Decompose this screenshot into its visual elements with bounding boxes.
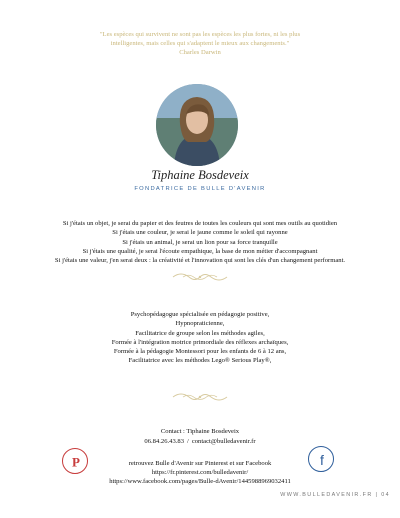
quote-line-2: intelligentes, mais celles qui s'adaptent le mieux aux changements." [110, 40, 290, 47]
quote-author: Charles Darwin [179, 49, 221, 56]
social-intro: retrouvez Bulle d'Avenir sur Pinterest et sur Facebook [128, 460, 272, 467]
qualification-item: Facilitatrice de groupe selon les méthodes agiles, [135, 329, 265, 337]
about-line: Si j'étais un animal, je serai un lion pour sa force tranquille [122, 238, 278, 246]
ornament-divider-icon [171, 270, 229, 284]
facebook-letter: f [320, 452, 324, 468]
about-line: Si j'étais une valeur, j'en serai deux : la créativité et l'innovation qui sont les clés d'un changement performant. [54, 257, 346, 265]
qualifications-list [0, 310, 400, 366]
qualification-item: Formée à l'intégration motrice primordiale des réflexes archaïques, [111, 338, 289, 346]
profile-photo [156, 84, 238, 166]
darwin-quote [20, 30, 380, 57]
pinterest-link[interactable]: https://fr.pinterest.com/bulledavenir/ [151, 469, 249, 477]
about-line: Si j'étais un objet, je serai du papier et des feutres de toutes les couleurs qui sont mes outils au quotidien [62, 220, 338, 227]
qualification-item: Psychopédagogue spécialisée en pédagogie positive, [130, 311, 270, 318]
facebook-link[interactable]: https://www.facebook.com/pages/Bulle-dAvenir/1445988969032411 [109, 478, 291, 486]
contact-email[interactable]: contact@bulledavenir.fr [191, 438, 256, 445]
about-line: Si j'étais une couleur, je serai le jaune comme le soleil qui rayonne [112, 229, 288, 237]
qualification-item: Formée à la pédagogie Montessori pour les enfants de 6 à 12 ans, [113, 348, 287, 356]
about-paragraph [0, 219, 400, 265]
facebook-icon[interactable] [308, 446, 334, 472]
pinterest-letter: P [72, 454, 80, 470]
quote-line-1: "Les espèces qui survivent ne sont pas les espèces les plus fortes, ni les plus [99, 31, 301, 38]
qualification-item: Facilitatrice avec les méthodes Lego® Serious Play®, [128, 357, 272, 365]
social-links [0, 459, 400, 487]
contact-phone[interactable]: 06.84.26.43.83 [144, 438, 184, 445]
about-line: Si j'étais une qualité, je serai l'écoute empathique, la base de mon métier d'accompagnant [82, 247, 318, 255]
page-footer: WWW.BULLEDAVENIR.FR | 04 [280, 492, 390, 498]
contact-label: Contact : Tiphaine Bosdeveix [160, 428, 240, 435]
qualification-item: Hypnopraticienne, [175, 320, 225, 328]
contact-block [0, 427, 400, 447]
profile-name: Tiphaine Bosdeveix [151, 168, 249, 182]
contact-separator: / [186, 438, 189, 445]
profile-role: FONDATRICE DE BULLE D'AVENIR [134, 186, 266, 192]
ornament-divider-icon [171, 390, 229, 404]
